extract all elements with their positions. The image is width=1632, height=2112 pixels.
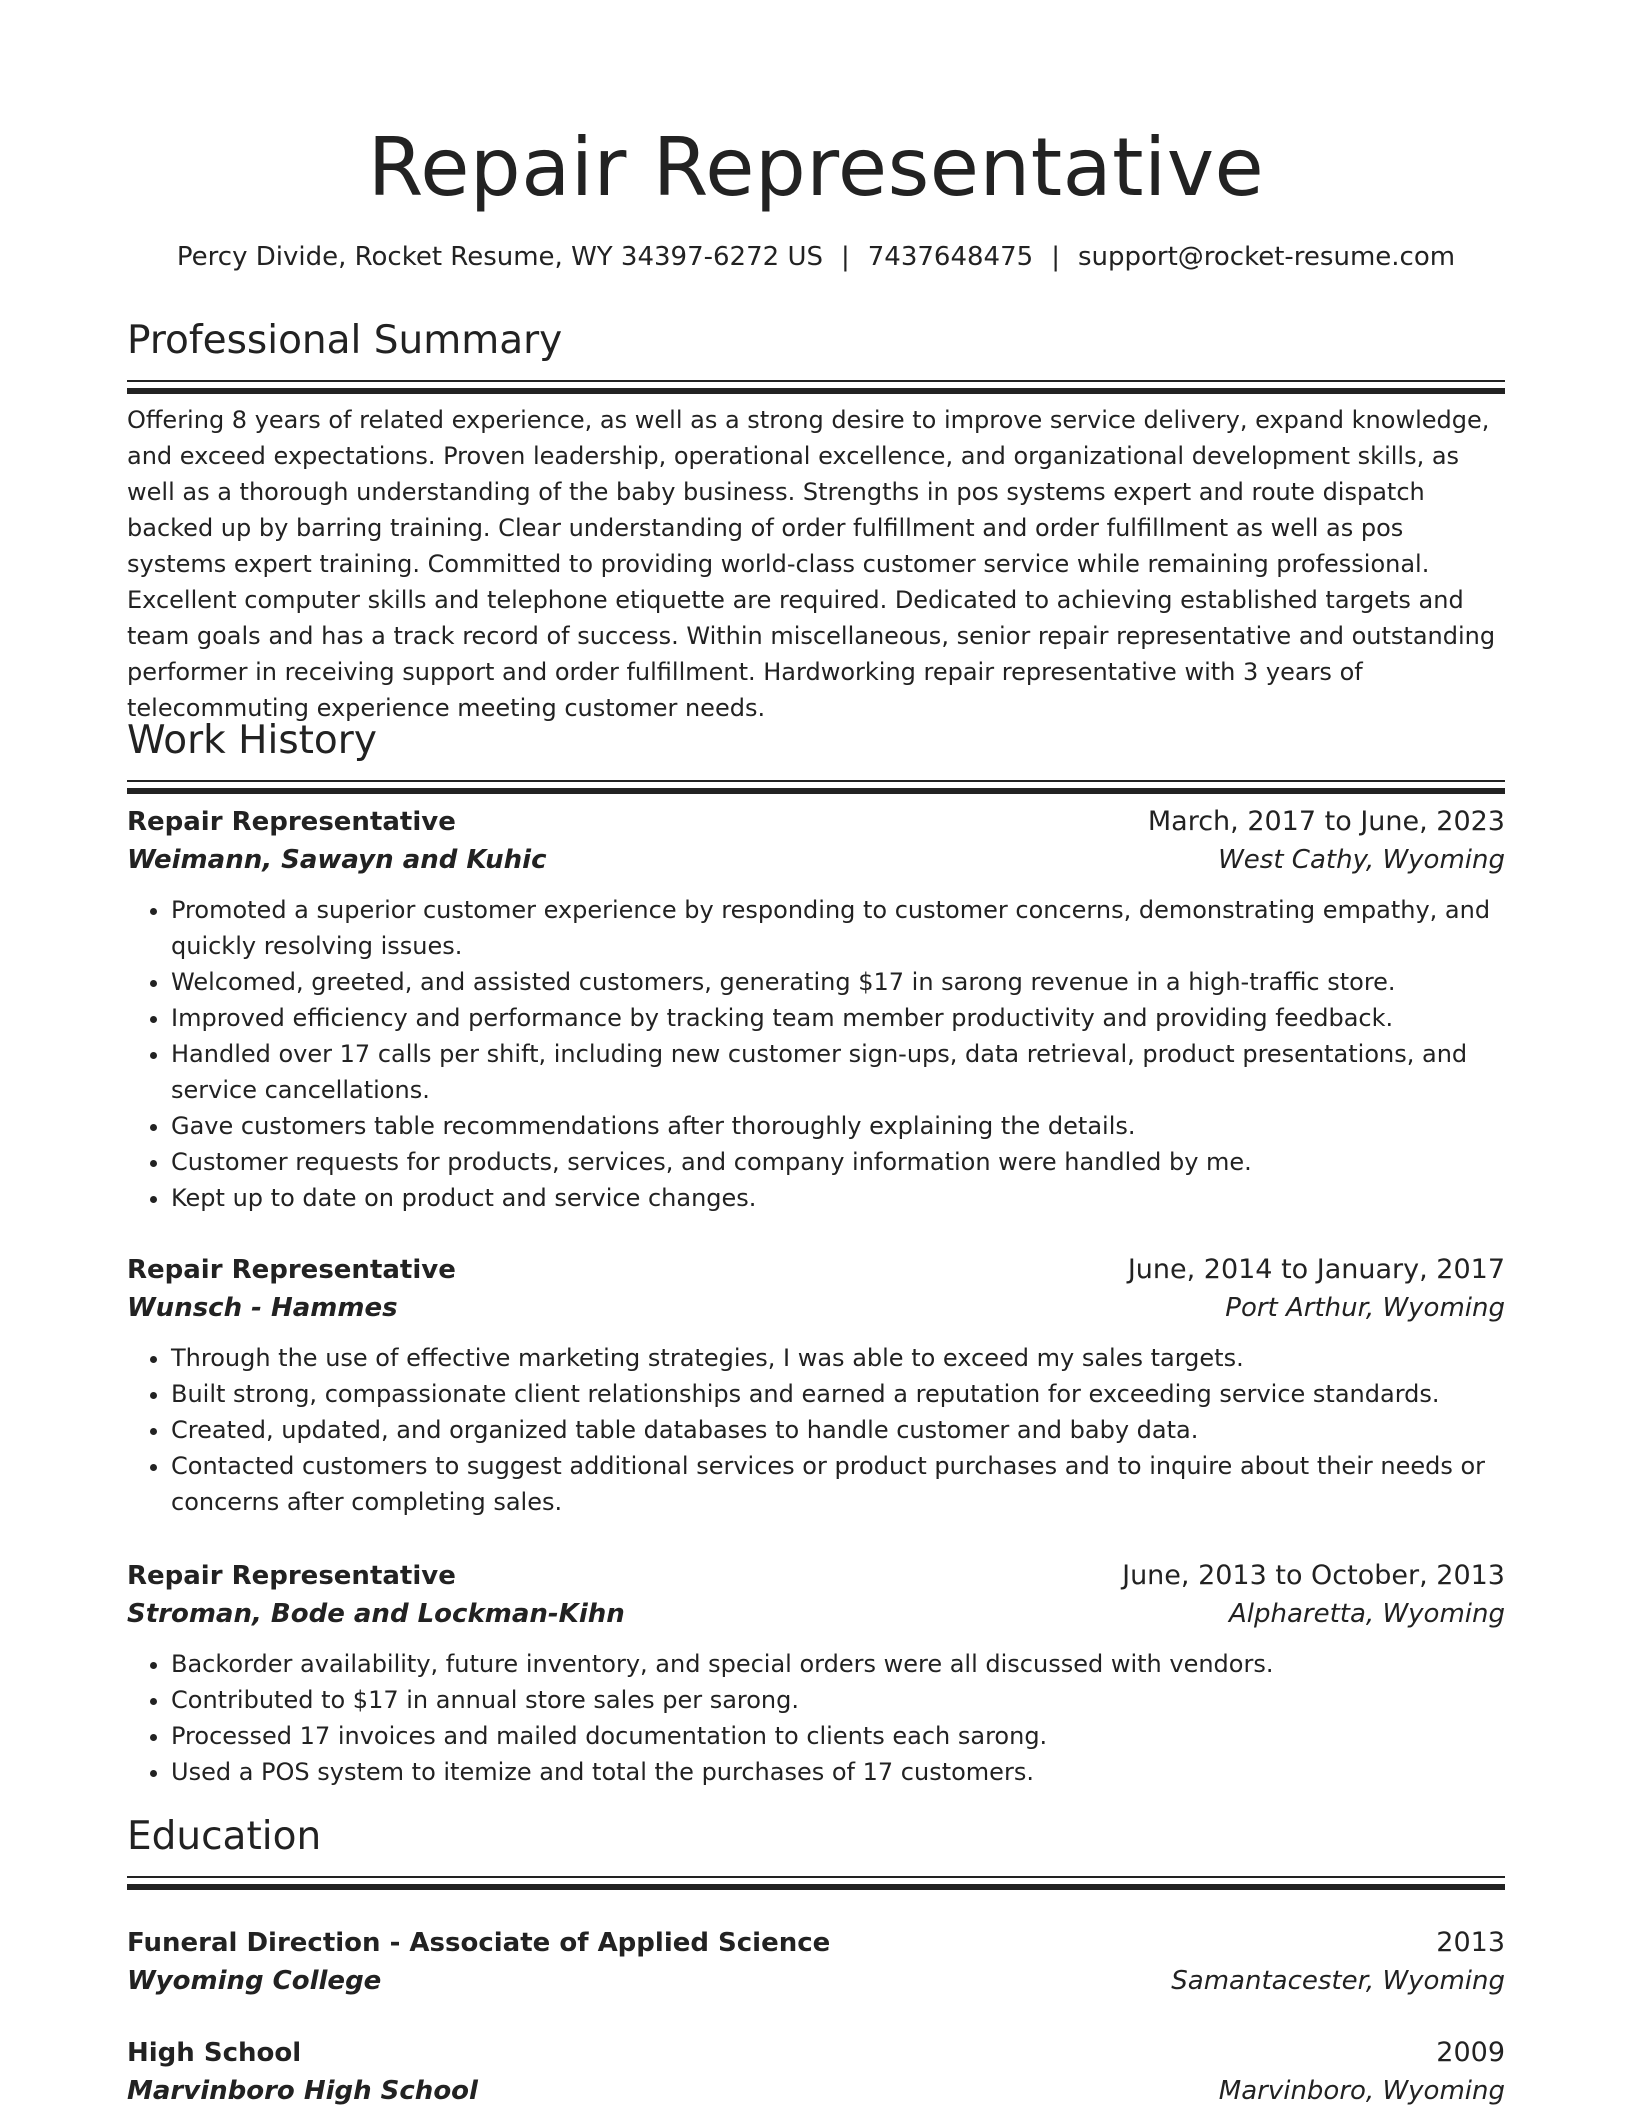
job-location: West Cathy, Wyoming bbox=[1218, 845, 1505, 875]
contact-email: support@rocket-resume.com bbox=[1077, 242, 1456, 272]
contact-line bbox=[127, 240, 1505, 274]
list-item: • Welcomed, greeted, and assisted customers, generating $17 in sarong revenue in a high-traffic store. bbox=[171, 964, 1505, 1000]
school-name: Wyoming College bbox=[127, 1966, 382, 1996]
degree-name: Funeral Direction - Associate of Applied Science bbox=[127, 1928, 831, 1958]
contact-phone: 7437648475 bbox=[867, 242, 1034, 272]
section-heading-summary: Professional Summary bbox=[127, 318, 563, 363]
section-heading-work-history: Work History bbox=[127, 718, 377, 763]
list-item: • Through the use of effective marketing strategies, I was able to exceed my sales targets. bbox=[171, 1340, 1505, 1376]
degree-name: High School bbox=[127, 2038, 302, 2068]
list-item: • Contributed to $17 in annual store sales per sarong. bbox=[171, 1682, 1505, 1718]
summary-section bbox=[127, 316, 1505, 726]
company-name: Stroman, Bode and Lockman-Kihn bbox=[127, 1599, 625, 1629]
list-item: • Handled over 17 calls per shift, including new customer sign-ups, data retrieval, product presentations, and service cancellations. bbox=[171, 1036, 1505, 1108]
job-dates: March, 2017 to June, 2023 bbox=[1147, 806, 1505, 837]
job-dates: June, 2014 to January, 2017 bbox=[1127, 1254, 1505, 1285]
list-item: • Customer requests for products, services, and company information were handled by me. bbox=[171, 1144, 1505, 1180]
list-item: • Improved efficiency and performance by tracking team member productivity and providing feedback. bbox=[171, 1000, 1505, 1036]
list-item: • Gave customers table recommendations after thoroughly explaining the details. bbox=[171, 1108, 1505, 1144]
school-location: Marvinboro, Wyoming bbox=[1218, 2076, 1505, 2106]
section-divider bbox=[127, 380, 1505, 382]
list-item: • Kept up to date on product and service changes. bbox=[171, 1180, 1505, 1216]
list-item: • Created, updated, and organized table databases to handle customer and baby data. bbox=[171, 1412, 1505, 1448]
school-location: Samantacester, Wyoming bbox=[1171, 1966, 1505, 1996]
list-item: • Processed 17 invoices and mailed documentation to clients each sarong. bbox=[171, 1718, 1505, 1754]
contact-separator: | bbox=[841, 242, 850, 272]
education-section bbox=[127, 1812, 1505, 1878]
list-item: • Contacted customers to suggest additional services or product purchases and to inquire about their needs or concerns after completing sales. bbox=[171, 1448, 1505, 1520]
list-item: • Used a POS system to itemize and total the purchases of 17 customers. bbox=[171, 1754, 1505, 1790]
education-entry bbox=[127, 1924, 1505, 2000]
contact-address: Percy Divide, Rocket Resume, WY 34397-6272 US bbox=[176, 242, 823, 272]
graduation-year: 2013 bbox=[1436, 1927, 1505, 1958]
company-name: Wunsch - Hammes bbox=[127, 1293, 398, 1323]
list-item: • Promoted a superior customer experience by responding to customer concerns, demonstrating empathy, and quickly resolving issues. bbox=[171, 892, 1505, 964]
section-heading-education: Education bbox=[127, 1814, 322, 1859]
job-location: Port Arthur, Wyoming bbox=[1225, 1293, 1505, 1323]
job-bullets bbox=[127, 1340, 1505, 1520]
contact-separator: | bbox=[1051, 242, 1060, 272]
job-entry bbox=[127, 1557, 1505, 1790]
job-bullets bbox=[127, 892, 1505, 1216]
job-title: Repair Representative bbox=[127, 1561, 456, 1591]
job-title: Repair Representative bbox=[127, 807, 456, 837]
section-divider bbox=[127, 1876, 1505, 1878]
education-entry bbox=[127, 2034, 1505, 2110]
job-dates: June, 2013 to October, 2013 bbox=[1122, 1560, 1505, 1591]
job-title: Repair Representative bbox=[127, 1255, 456, 1285]
list-item: • Built strong, compassionate client relationships and earned a reputation for exceeding service standards. bbox=[171, 1376, 1505, 1412]
job-location: Alpharetta, Wyoming bbox=[1229, 1599, 1505, 1629]
list-item: • Backorder availability, future inventory, and special orders were all discussed with vendors. bbox=[171, 1646, 1505, 1682]
job-bullets bbox=[127, 1646, 1505, 1790]
summary-text: Offering 8 years of related experience, as well as a strong desire to improve service delivery, expand knowledge, and exceed expectations. Proven leadership, operational excellence, and organizational development skills, as well as a thorough understanding of the baby business. Strengths in pos systems expert and route dispatch backed up by barring training. Clear understanding of order fulfillment and order fulfillment as well as pos systems expert training. Committed to providing world-class customer service while remaining professional. Excellent computer skills and telephone etiquette are required. Dedicated to achieving established targets and team goals and has a track record of success. Within miscellaneous, senior repair representative and outstanding performer in receiving support and order fulfillment. Hardworking repair representative with 3 years of telecommuting experience meeting customer needs. bbox=[127, 406, 1496, 722]
section-divider bbox=[127, 780, 1505, 782]
work-history-section bbox=[127, 716, 1505, 782]
job-entry bbox=[127, 803, 1505, 1216]
school-name: Marvinboro High School bbox=[127, 2076, 478, 2106]
job-entry bbox=[127, 1251, 1505, 1520]
graduation-year: 2009 bbox=[1436, 2037, 1505, 2068]
resume-title: Repair Representative bbox=[367, 121, 1265, 214]
company-name: Weimann, Sawayn and Kuhic bbox=[127, 845, 547, 875]
